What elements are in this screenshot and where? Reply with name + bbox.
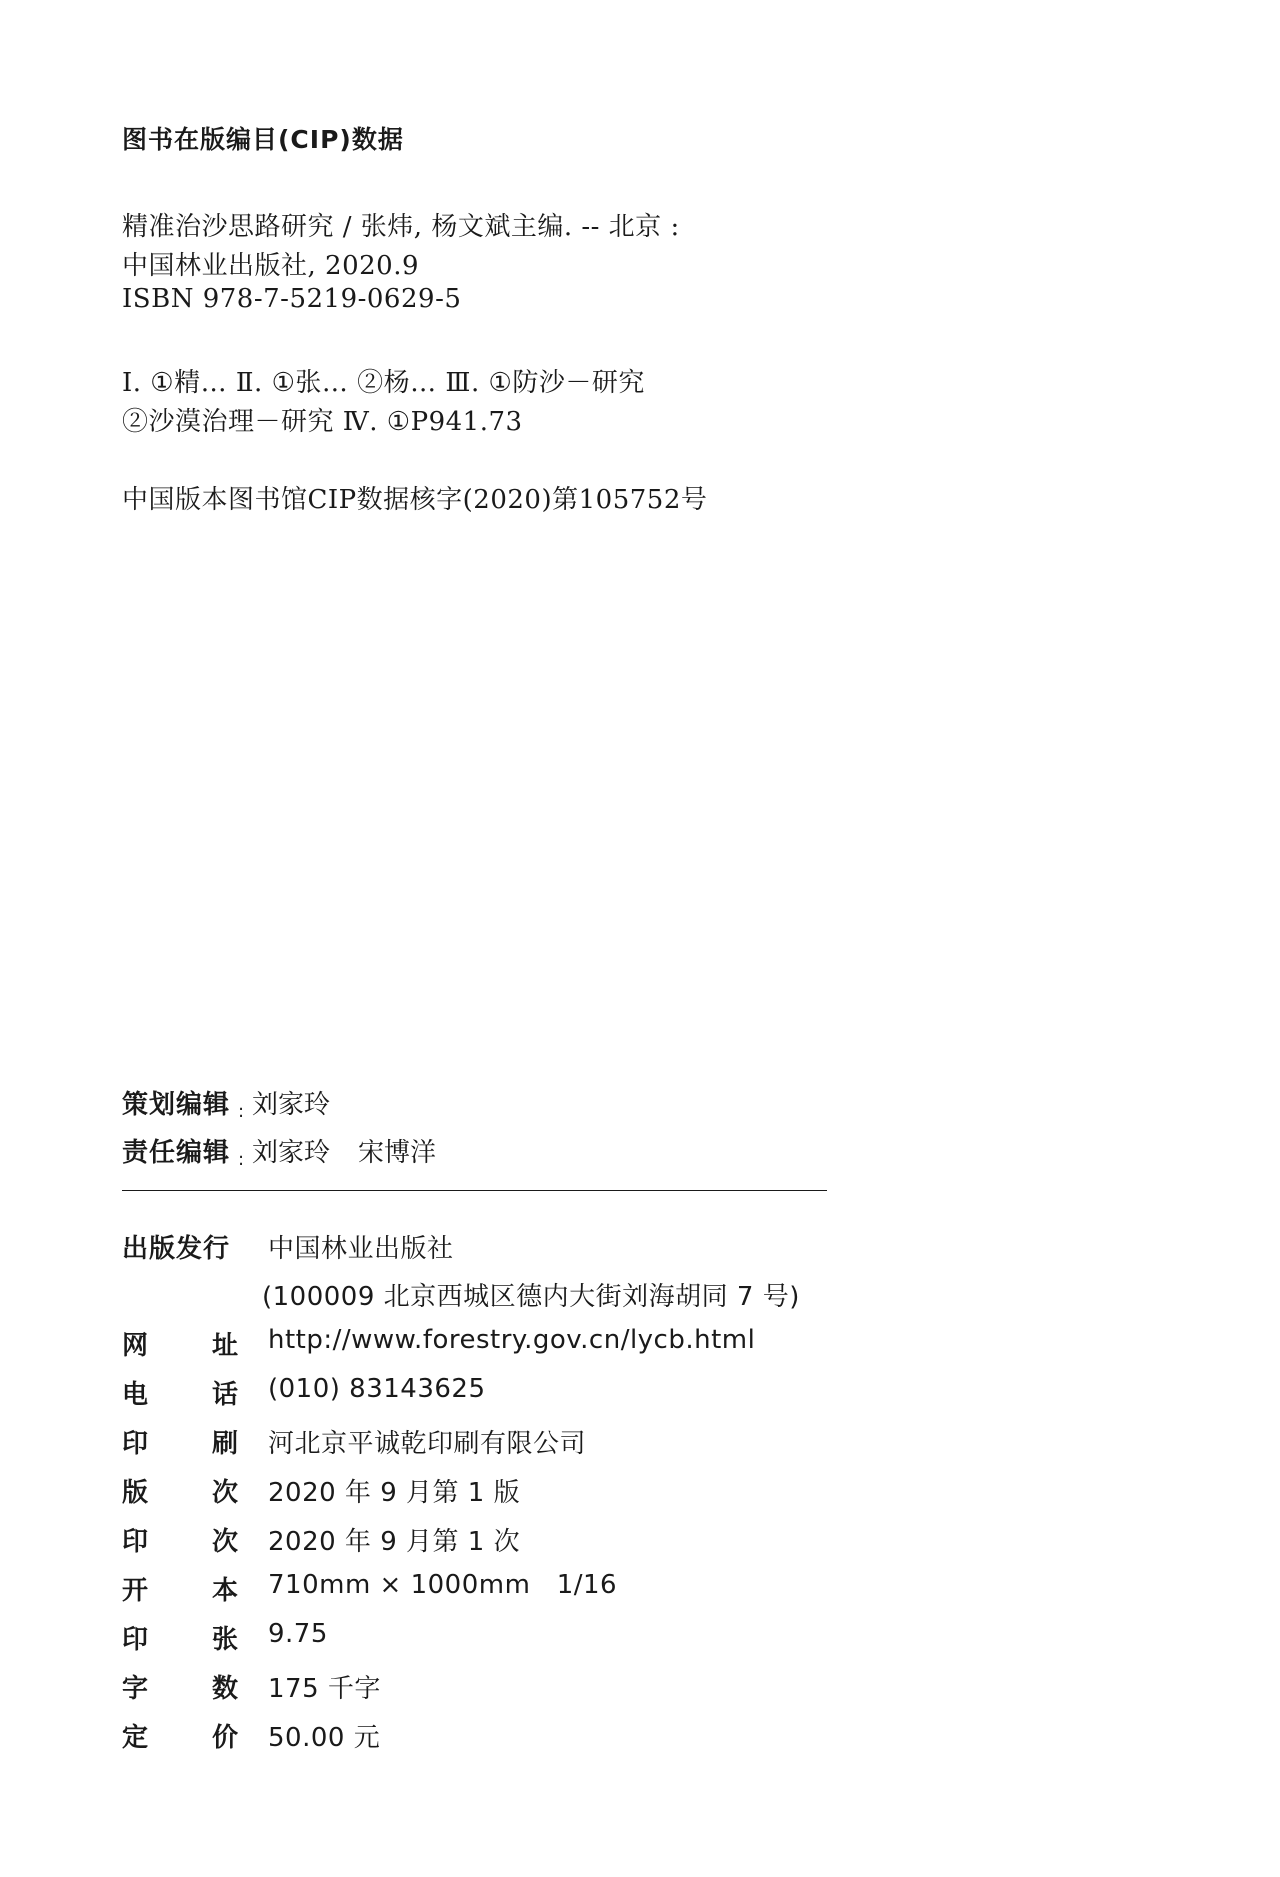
planning-editor-line bbox=[122, 1084, 330, 1122]
printer-label: 印 刷 bbox=[122, 1429, 238, 1459]
colon: : bbox=[237, 1149, 245, 1170]
responsible-editor-line bbox=[122, 1132, 436, 1170]
cip-publisher-line: 中国林业出版社, 2020.9 bbox=[122, 251, 420, 281]
format-label: 开 本 bbox=[122, 1576, 238, 1606]
cip-library-record: 中国版本图书馆CIP数据核字(2020)第105752号 bbox=[122, 485, 708, 515]
cip-classification-line-2: ②沙漠治理－研究 Ⅳ. ①P941.73 bbox=[122, 407, 523, 437]
format-value: 710mm × 1000mm 1/16 bbox=[268, 1570, 618, 1600]
phone-label: 电 话 bbox=[122, 1380, 238, 1410]
phone-value: (010) 83143625 bbox=[268, 1374, 486, 1404]
word-count-label: 字 数 bbox=[122, 1674, 238, 1704]
price-label: 定 价 bbox=[122, 1723, 238, 1753]
divider-line bbox=[122, 1190, 827, 1191]
cip-heading: 图书在版编目(CIP)数据 bbox=[122, 125, 404, 154]
edition-label: 版 次 bbox=[122, 1478, 238, 1508]
publisher-value: 中国林业出版社 bbox=[268, 1234, 454, 1264]
price-value: 50.00 元 bbox=[268, 1723, 381, 1753]
cip-classification-line-1: Ⅰ. ①精… Ⅱ. ①张… ②杨… Ⅲ. ①防沙－研究 bbox=[122, 368, 645, 398]
planning-editor-name: 刘家玲 bbox=[252, 1090, 331, 1120]
publisher-label: 出版发行 bbox=[122, 1234, 231, 1264]
sheets-label: 印 张 bbox=[122, 1625, 238, 1655]
responsible-editor-name-1: 刘家玲 bbox=[252, 1138, 331, 1168]
word-count-value: 175 千字 bbox=[268, 1674, 381, 1704]
printing-label: 印 次 bbox=[122, 1527, 238, 1557]
cip-isbn-line: ISBN 978-7-5219-0629-5 bbox=[122, 284, 462, 314]
sheets-value: 9.75 bbox=[268, 1619, 328, 1649]
publisher-address: (100009 北京西城区德内大街刘海胡同 7 号) bbox=[262, 1282, 800, 1312]
responsible-editor-label: 责任编辑 bbox=[122, 1138, 231, 1168]
colon: : bbox=[237, 1101, 245, 1122]
website-label: 网 址 bbox=[122, 1331, 238, 1361]
printer-value: 河北京平诚乾印刷有限公司 bbox=[268, 1429, 587, 1459]
printing-value: 2020 年 9 月第 1 次 bbox=[268, 1527, 521, 1557]
website-value: http://www.forestry.gov.cn/lycb.html bbox=[268, 1325, 756, 1355]
edition-value: 2020 年 9 月第 1 版 bbox=[268, 1478, 521, 1508]
responsible-editor-name-2: 宋博洋 bbox=[358, 1138, 437, 1168]
planning-editor-label: 策划编辑 bbox=[122, 1090, 231, 1120]
cip-title-line: 精准治沙思路研究 / 张炜, 杨文斌主编. -- 北京 : bbox=[122, 212, 680, 242]
